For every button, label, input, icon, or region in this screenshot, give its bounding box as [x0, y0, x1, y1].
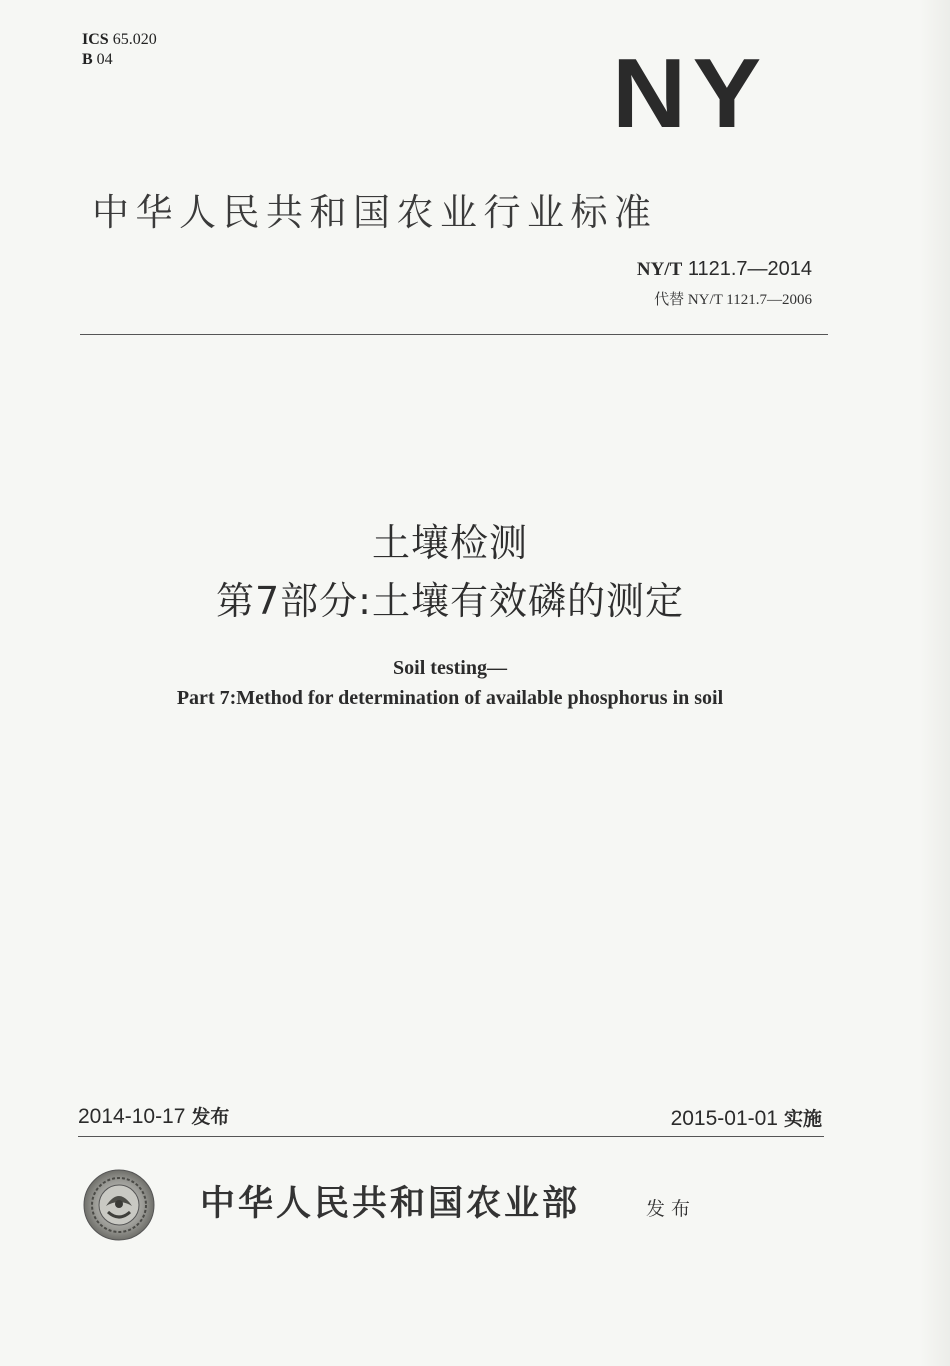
effective-date: 2015-01-01 — [670, 1107, 778, 1130]
ministry-name: 中华人民共和国农业部 — [200, 1183, 581, 1224]
standard-number-value: 1121.7—2014 — [687, 258, 812, 280]
en-title-line2: Part 7:Method for determination of available phosphorus in soil — [176, 687, 724, 709]
ics-line — [82, 30, 157, 50]
zh-title-line1: 土壤检测 — [371, 521, 528, 565]
class-line — [82, 50, 157, 70]
bottom-divider — [78, 1136, 824, 1137]
class-code: 04 — [96, 51, 113, 68]
effective-label: 实施 — [783, 1108, 822, 1130]
replaces-note: 代替 NY/T 1121.7—2006 — [654, 292, 812, 308]
ics-block — [82, 30, 157, 70]
class-label: B — [82, 51, 93, 68]
zh-title-line2: 第7部分:土壤有效磷的测定 — [216, 579, 684, 623]
standard-category-title: 中华人民共和国农业行业标准 — [92, 191, 658, 234]
effective-date-block — [671, 1104, 822, 1131]
ics-code: 65.020 — [112, 31, 157, 48]
standard-number — [637, 258, 812, 281]
en-title-line1: Soil testing— — [393, 657, 507, 679]
ics-label: ICS — [82, 31, 109, 48]
issue-date: 2014-10-17 — [78, 1105, 186, 1128]
scan-edge — [920, 0, 950, 1366]
issue-label: 发布 — [191, 1106, 230, 1128]
issued-label: 发布 — [646, 1198, 697, 1220]
ministry-emblem-icon — [82, 1168, 156, 1242]
issue-date-block — [78, 1102, 229, 1129]
top-divider — [80, 334, 828, 335]
standard-number-prefix: NY/T — [636, 259, 683, 280]
ny-logo: NY — [612, 38, 768, 148]
